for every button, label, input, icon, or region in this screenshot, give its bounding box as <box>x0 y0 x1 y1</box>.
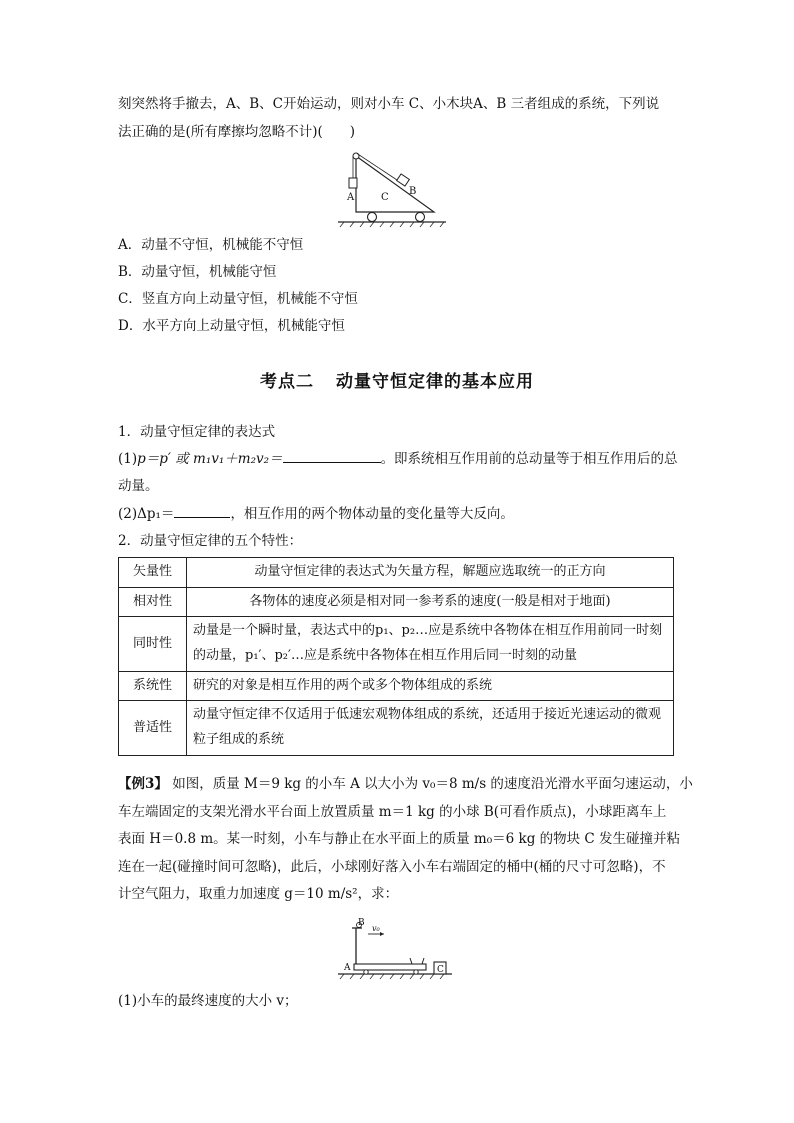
label-c: C <box>381 192 389 203</box>
table-key: 系统性 <box>119 671 187 701</box>
item2-title: 2．动量守恒定律的五个特性： <box>118 533 303 549</box>
table-key: 同时性 <box>119 617 187 671</box>
incline-cart-figure <box>336 148 448 228</box>
item1-line1-suffix: 。即系统相互作用前的总动量等于相互作用后的总 <box>380 451 678 467</box>
example-line-4: 连在一起(碰撞时间可忽略)，此后，小球刚好落入小车右端固定的桶中(桶的尺寸可忽略)，不 <box>118 859 666 875</box>
fill-blank-1[interactable] <box>283 450 381 463</box>
option-b[interactable]: B．动量守恒，机械能守恒 <box>118 264 277 280</box>
label-b: B <box>409 186 417 197</box>
label-v0: v₀ <box>372 924 380 933</box>
question-text-line-2: 法正确的是(所有摩擦均忽略不计)( ) <box>118 124 356 140</box>
table-key: 普适性 <box>119 701 187 755</box>
section-number: 考点二 <box>260 372 314 392</box>
properties-table <box>118 557 674 756</box>
table-row <box>119 617 674 671</box>
table-row <box>119 701 674 755</box>
example-text-1: 如图，质量 M＝9 kg 的小车 A 以大小为 v₀＝8 m/s 的速度沿光滑水平面匀速运动，小 <box>172 776 693 792</box>
table-value: 动量是一个瞬时量，表达式中的p₁、p₂…应是系统中各物体在相互作用前同一时刻的动量，p₁′、p₂′…应是系统中各物体在相互作用后同一时刻的动量 <box>187 617 674 671</box>
fill-blank-2[interactable] <box>174 505 230 518</box>
cart-ball-figure <box>338 916 454 982</box>
option-c[interactable]: C．竖直方向上动量守恒，机械能不守恒 <box>118 291 358 307</box>
option-d[interactable]: D．水平方向上动量守恒，机械能守恒 <box>118 318 345 334</box>
example-label: 【例3】 <box>118 776 168 792</box>
label-a: A <box>347 192 355 203</box>
label-a2: A <box>344 963 351 973</box>
example-line-3: 表面 H＝0.8 m。某一时刻，小车与静止在水平面上的质量 m₀＝6 kg 的物块 C 发生碰撞并粘 <box>118 831 681 847</box>
table-row <box>119 671 674 701</box>
question-text-line-1: 刻突然将手撤去，A、B、C开始运动，则对小车 C、小木块A、B 三者组成的系统，下列说 <box>118 96 660 112</box>
momentum-formula: p＝p′ 或 m₁v₁＋m₂v₂＝ <box>137 451 283 467</box>
example-line-2: 车左端固定的支架光滑水平台面上放置质量 m＝1 kg 的小球 B(可看作质点)，小球距离车上 <box>118 804 667 820</box>
sub-question-1: (1)小车的最终速度的大小 v； <box>118 993 298 1009</box>
option-a[interactable]: A．动量不守恒，机械能不守恒 <box>118 237 304 253</box>
item1-line1 <box>118 450 678 470</box>
table-key: 相对性 <box>119 587 187 617</box>
table-row <box>119 558 674 588</box>
item1-line3-prefix: (2)Δp₁＝ <box>118 506 175 522</box>
table-value: 动量守恒定律不仅适用于低速宏观物体组成的系统，还适用于接近光速运动的微观粒子组成的系统 <box>187 701 674 755</box>
section-heading: 动量守恒定律的基本应用 <box>336 372 534 392</box>
item1-line1-prefix: (1) <box>118 451 138 467</box>
table-value: 研究的对象是相互作用的两个或多个物体组成的系统 <box>187 671 674 701</box>
item1-line2: 动量。 <box>118 478 159 494</box>
section-title <box>0 370 794 395</box>
table-key: 矢量性 <box>119 558 187 588</box>
item1-line3 <box>118 505 514 525</box>
table-row <box>119 587 674 617</box>
label-c2: C <box>437 965 444 975</box>
example-line-1 <box>118 775 693 795</box>
table-value: 各物体的速度必须是相对同一参考系的速度(一般是相对于地面) <box>187 587 674 617</box>
label-b2: B <box>358 918 365 928</box>
table-value: 动量守恒定律的表达式为矢量方程，解题应选取统一的正方向 <box>187 558 674 588</box>
item1-title: 1．动量守恒定律的表达式 <box>118 424 276 440</box>
example-line-5: 计空气阻力，取重力加速度 g＝10 m/s²，求： <box>118 886 399 902</box>
item1-line3-suffix: ，相互作用的两个物体动量的变化量等大反向。 <box>230 506 514 522</box>
